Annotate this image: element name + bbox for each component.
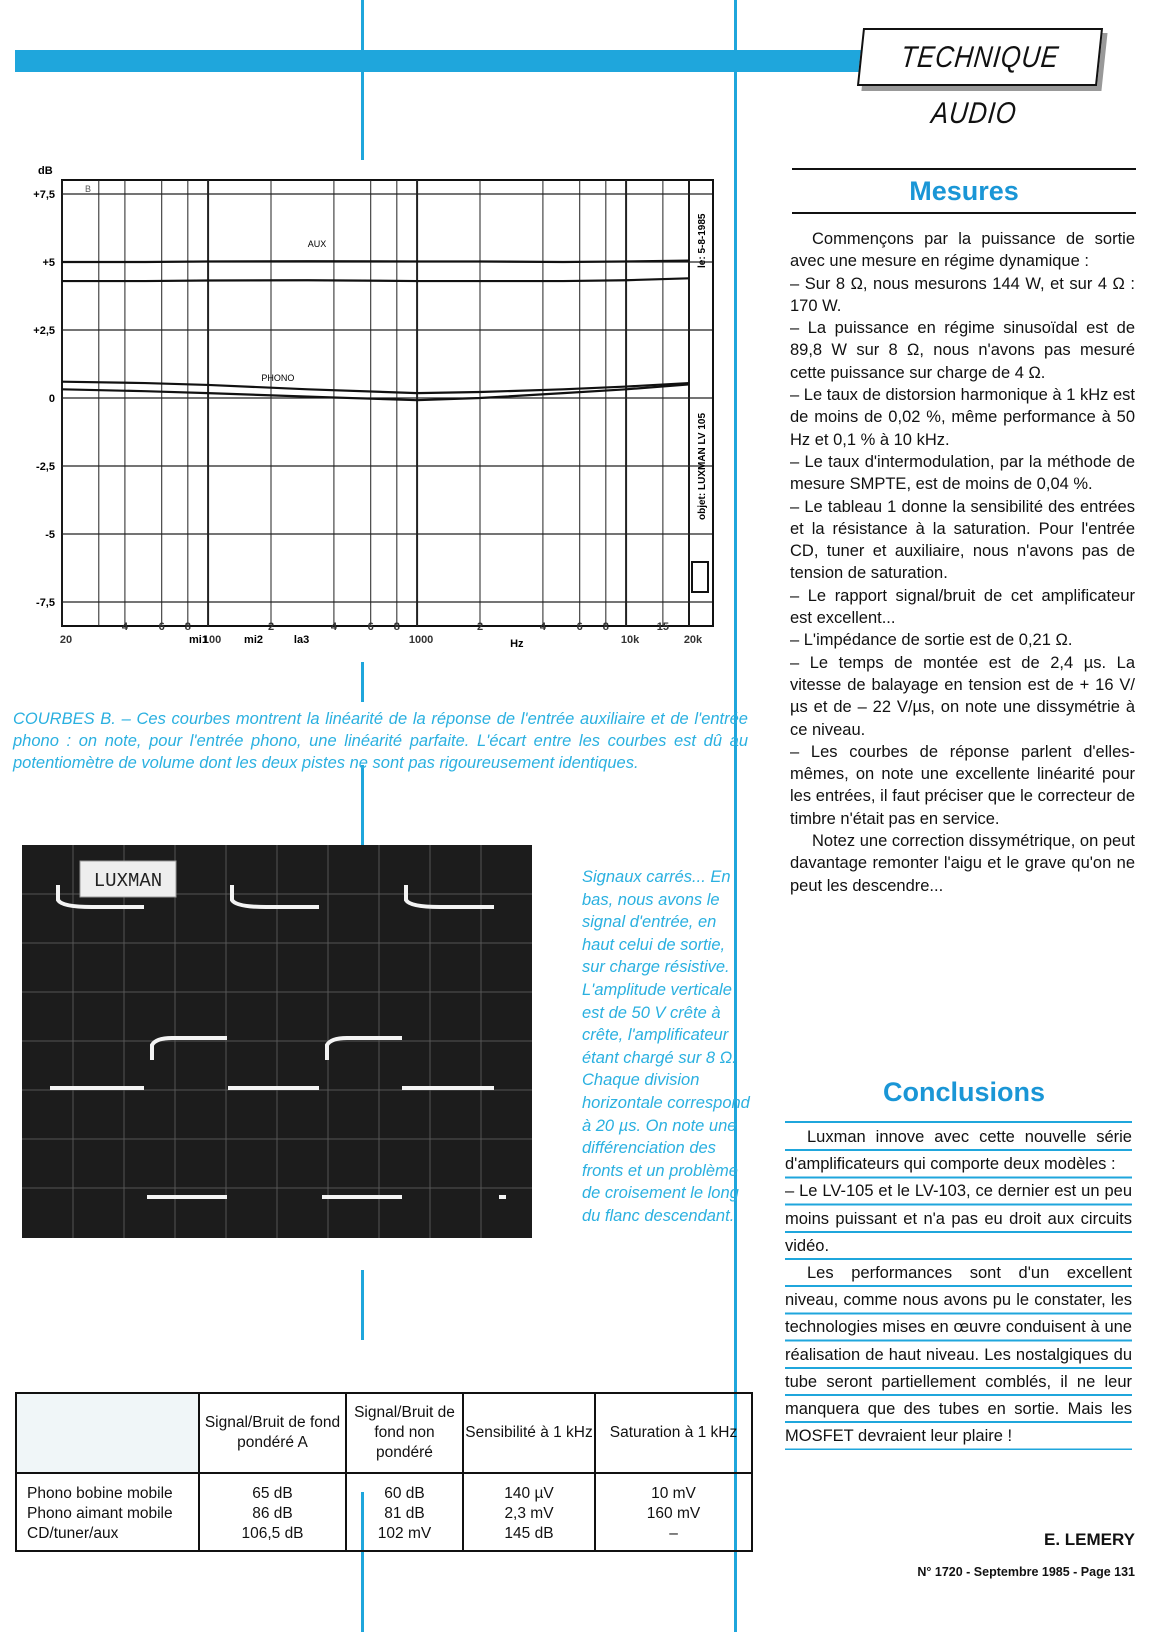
table-header: Sensibilité à 1 kHz (463, 1393, 595, 1473)
y-tick-label: +2,5 (33, 325, 55, 337)
table-header (16, 1393, 199, 1473)
paragraph: – Le temps de montée est de 2,4 µs. La vitesse de balayage en tension est de + 16 V/µs et de – 22 V/µs, on note une dissymétrie à ce niveau. (790, 653, 1135, 739)
paragraph: Commençons par la puissance de sortie avec une mesure en régime dynamique : (790, 230, 1135, 271)
x-tick-label: 8 (602, 621, 609, 633)
paragraph: – La puissance en régime sinusoïdal est de 89,8 W sur 8 Ω, nous n'avons pas mesuré cette puissance sur charge de 4 Ω. (790, 319, 1135, 382)
paragraph: – Le LV-105 et le LV-103, ce dernier est un peu moins puissant et n'a pas eu droit aux circuits vidéo. (785, 1182, 1132, 1255)
x-tick-label: 100 (202, 634, 222, 646)
measurement-table (15, 1392, 753, 1552)
paragraph: – Sur 8 Ω, nous mesurons 144 W, et sur 4 Ω : 170 W. (790, 274, 1135, 315)
y-tick-label: 0 (48, 393, 55, 405)
heading-rule (792, 168, 1136, 170)
mesures-heading: Mesures (909, 176, 1019, 206)
note-label: la3 (293, 634, 310, 646)
heading-rule (792, 212, 1136, 214)
section-logo: TECHNIQUE AUDIO (857, 28, 1103, 86)
paragraph: – Le taux d'intermodulation, par la méthode de mesure SMPTE, est de moins de 0,04 %. (790, 452, 1135, 494)
series-label: PHONO (261, 373, 295, 383)
table-cell: 140 µV 2,3 mV 145 dB (463, 1473, 595, 1551)
column-rule (361, 1270, 364, 1340)
table-cell: 10 mV 160 mV – (595, 1473, 752, 1551)
note-label: mi2 (244, 634, 264, 646)
table-header: Signal/Bruit de fond non pondéré (346, 1393, 463, 1473)
scope-label: LUXMAN (93, 870, 163, 892)
x-axis-label: Hz (510, 638, 524, 650)
mesures-text (790, 228, 1135, 897)
paragraph: – Le tableau 1 donne la sensibilité des entrées et la résistance à la saturation. Pour l'entrée CD, tuner et auxiliaire, nous n'avons pas de tension de saturation. (790, 497, 1135, 583)
paragraph: – Les courbes de réponse parlent d'elles-mêmes, on note une excellente linéarité pour les entrées, il faut préciser que le correcteur de timbre n'était pas en service. (790, 742, 1135, 828)
x-tick-label: 8 (393, 621, 400, 633)
paragraph: Luxman innove avec cette nouvelle série d'amplificateurs qui comporte deux modèles : (785, 1128, 1132, 1174)
series-line (62, 261, 689, 262)
table-cell: 60 dB 81 dB 102 mV (346, 1473, 463, 1551)
x-tick-label: 10k (620, 634, 640, 646)
column-rule (361, 0, 364, 160)
x-tick-label: 6 (576, 621, 583, 633)
column-rule (361, 765, 364, 845)
chart-corner-label: B (85, 184, 92, 194)
side-panel-date: le: 5-8-1985 (697, 213, 708, 268)
y-tick-label: +7,5 (33, 189, 55, 201)
note-label: mi1 (189, 634, 209, 646)
paragraph: – Le taux de distorsion harmonique à 1 kHz est de moins de 0,02 %, même performance à 50 Hz et 0,1 % à 10 kHz. (790, 386, 1135, 449)
series-line (62, 278, 689, 281)
x-tick-label: 6 (158, 621, 165, 633)
oscilloscope-photo (22, 845, 532, 1238)
plot-frame (62, 180, 713, 626)
table-cell: 65 dB 86 dB 106,5 dB (199, 1473, 346, 1551)
paragraph: – L'impédance de sortie est de 0,21 Ω. (790, 631, 1073, 650)
column-rule (734, 0, 737, 1632)
frequency-response-chart (0, 150, 730, 670)
x-tick-label: 2 (476, 621, 484, 633)
y-tick-label: -7,5 (36, 597, 55, 609)
x-tick-label: 20k (683, 634, 703, 646)
y-tick-label: +5 (42, 257, 55, 269)
y-tick-label: -2,5 (36, 461, 55, 473)
y-tick-label: -5 (45, 529, 55, 541)
y-axis-label: dB (38, 165, 53, 177)
x-tick-label: 4 (330, 621, 337, 633)
x-tick-label: 4 (121, 621, 128, 633)
side-panel-object: objet: LUXMAN LV 105 (697, 412, 708, 520)
x-tick-label: 1000 (408, 634, 434, 646)
x-tick-label: 8 (184, 621, 191, 633)
chart-caption: COURBES B. – Ces courbes montrent la linéarité de la réponse de l'entrée auxiliaire et de l'entrée phono : on note, pour l'entrée phono, une linéarité parfaite. L'écart entre les courbes est dû au potentiomètre de volume dont les deux pistes ne sont pas rigoureusement identiques. (13, 710, 748, 772)
x-tick-label: 6 (367, 621, 374, 633)
table-row (16, 1473, 752, 1551)
page-footer: N° 1720 - Septembre 1985 - Page 131 (917, 1565, 1135, 1579)
x-tick-label: 2 (267, 621, 275, 633)
table-header: Saturation à 1 kHz (595, 1393, 752, 1473)
table-cell: Phono bobine mobile Phono aimant mobile CD/tuner/aux (16, 1473, 199, 1551)
conclusions-text (785, 1124, 1132, 1450)
chart-logo-icon (692, 562, 708, 592)
scope-caption: Signaux carrés... En bas, nous avons le signal d'entrée, en haut celui de sortie, sur charge résistive. L'amplitude verticale est de 50 V crête à crête, l'amplificateur étant chargé sur 8 Ω. Chaque division horizontale correspond à 20 µs. On note une différenciation des fronts et un problème de croisement le long du flanc descendant. (582, 868, 750, 1225)
series-label: AUX (307, 239, 327, 249)
x-tick-label: 15 (656, 621, 670, 633)
conclusions-heading: Conclusions (882, 1077, 1045, 1107)
paragraph: – Le rapport signal/bruit de cet amplificateur est excellent... (790, 586, 1135, 628)
x-tick-label: 4 (539, 621, 546, 633)
paragraph: Notez une correction dissymétrique, on peut davantage remonter l'aigu et le grave qu'on ne peut les descendre... (790, 832, 1135, 895)
table-header: Signal/Bruit de fond pondéré A (199, 1393, 346, 1473)
x-tick-label: 20 (59, 634, 73, 646)
paragraph: Les performances sont d'un excellent niveau, comme nous avons pu le constater, les technologies mises en œuvre conduisent à une réalisation de haut niveau. Les nostalgiques du tube seront partiellement comblés, il ne leur manquera que des tubes en sortie. Mais les MOSFET devraient leur plaire ! (785, 1264, 1132, 1446)
heading-rule (785, 1121, 1132, 1123)
author: E. LEMERY (1044, 1530, 1135, 1549)
